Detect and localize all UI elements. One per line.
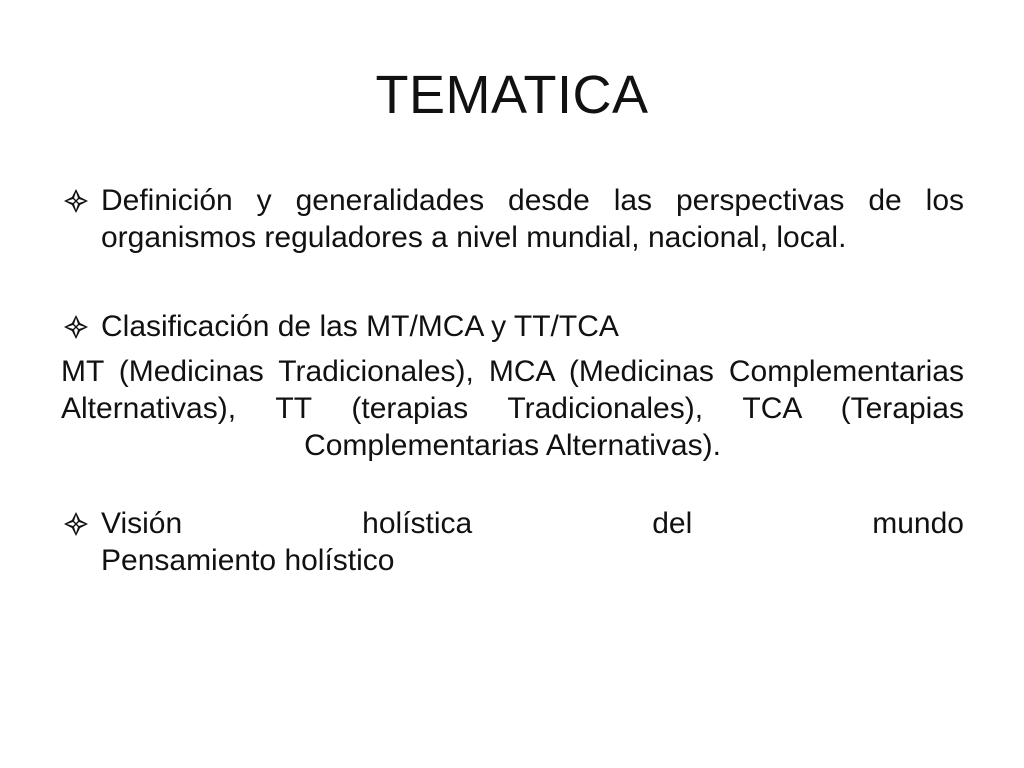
bullet-item-clasificacion	[61, 308, 964, 345]
bullet-text-line-1: Visión holística del mundo	[101, 507, 964, 540]
bullet-item-vision	[61, 505, 964, 579]
bullet-text: Clasificación de las MT/MCA y TT/TCA	[101, 310, 619, 343]
definitions-paragraph: MT (Medicinas Tradicionales), MCA (Medicinas Complementarias Alternativas), TT (terapias Tradicionales), TCA (Terapias Complementarias Alternativas).	[61, 355, 964, 462]
bullet-text: Definición y generalidades desde las perspectivas de los organismos reguladores a nivel mundial, nacional, local.	[101, 184, 964, 254]
bullet-item-definicion	[61, 182, 964, 256]
diamond-bullet-icon	[63, 188, 89, 214]
bullet-text-line-2: Pensamiento holístico	[101, 544, 395, 577]
diamond-bullet-icon	[63, 314, 89, 340]
slide-content	[61, 182, 964, 579]
slide-title: TEMATICA	[375, 65, 649, 125]
diamond-bullet-icon	[63, 511, 89, 537]
